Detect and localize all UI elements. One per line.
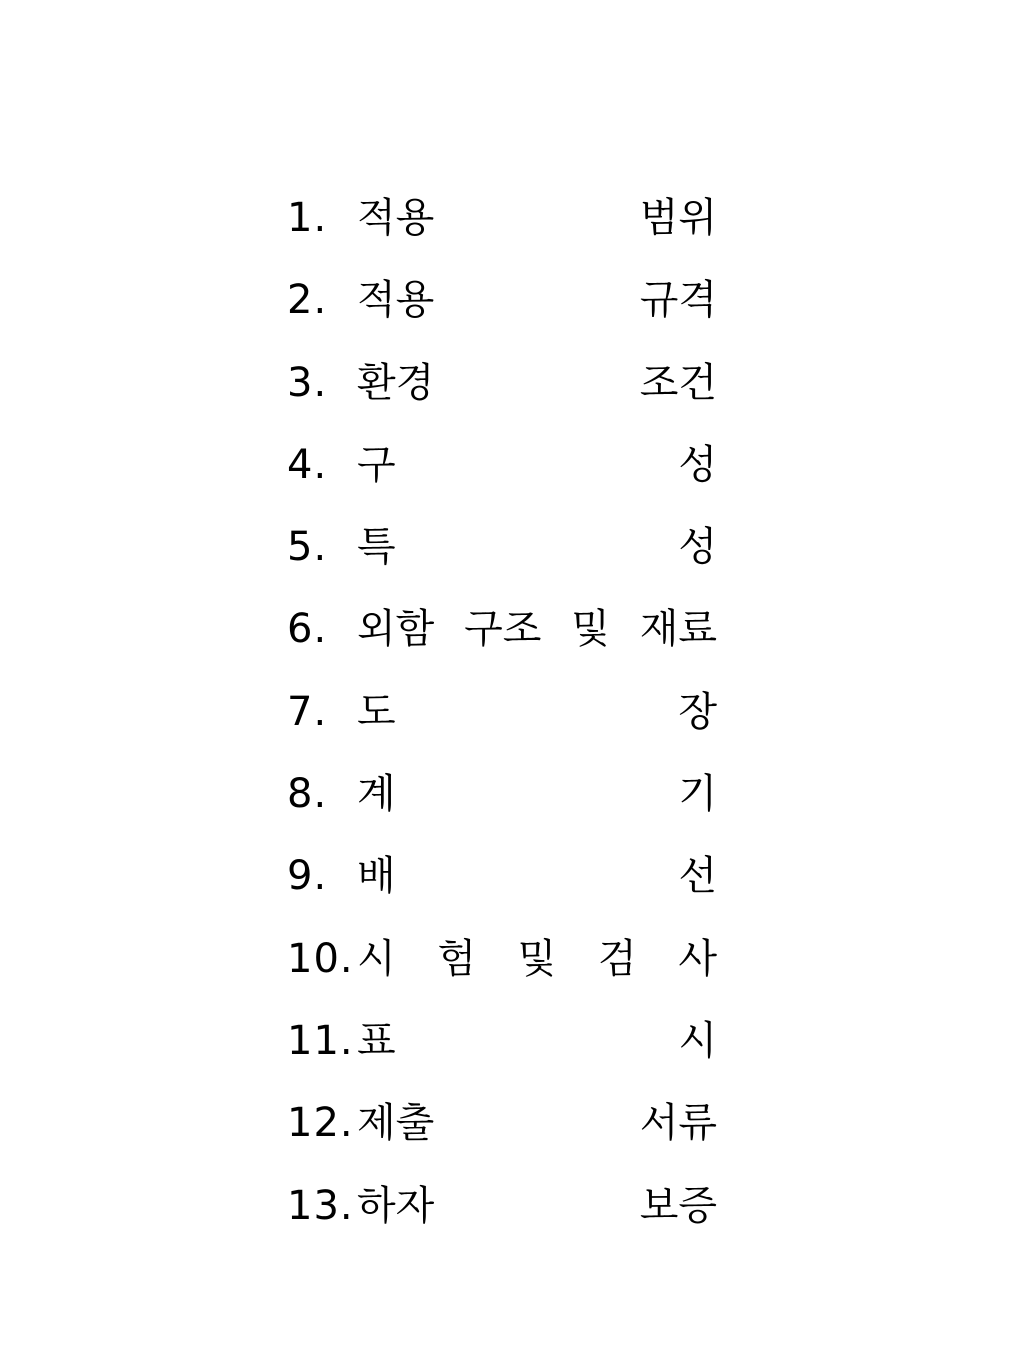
toc-item bbox=[287, 844, 717, 926]
toc-item-title-word: 및 bbox=[517, 935, 557, 982]
toc-item-number: 3. bbox=[287, 359, 328, 406]
toc-item-title bbox=[357, 1174, 717, 1238]
toc-item-title-word: 재료 bbox=[639, 606, 717, 653]
toc-item-title-word: 성 bbox=[678, 441, 717, 488]
toc-item-title-word: 및 bbox=[571, 606, 610, 653]
toc-item-title-word: 검 bbox=[597, 935, 637, 982]
toc-item-title-word: 보증 bbox=[639, 1182, 717, 1229]
toc-item bbox=[287, 680, 717, 762]
toc-item-title-word: 성 bbox=[678, 524, 717, 571]
toc-item-title bbox=[357, 186, 717, 250]
toc-item-title-word: 기 bbox=[678, 771, 717, 818]
toc-item-title-word: 시 bbox=[678, 1017, 717, 1064]
toc-item-title-word: 범위 bbox=[639, 195, 717, 241]
toc-item-title bbox=[357, 762, 717, 826]
toc-item bbox=[287, 927, 717, 1009]
toc-item-title-word: 하자 bbox=[357, 1182, 435, 1229]
toc-item-title bbox=[357, 1091, 717, 1155]
toc-item bbox=[287, 351, 717, 433]
toc-item bbox=[287, 433, 717, 515]
toc-item-title-word: 구 bbox=[357, 441, 396, 488]
toc-item-title-word: 계 bbox=[357, 771, 396, 818]
toc-item-title bbox=[357, 1009, 717, 1073]
toc-item-title bbox=[357, 927, 717, 991]
toc-item-number: 6. bbox=[287, 606, 328, 653]
toc-item-number: 13. bbox=[287, 1182, 354, 1229]
toc-item-title-word: 적용 bbox=[357, 277, 435, 324]
toc-item-title-word: 시 bbox=[357, 935, 396, 982]
toc-item-title-word: 특 bbox=[357, 524, 396, 571]
toc-item bbox=[287, 762, 717, 844]
toc-item-title bbox=[357, 597, 717, 661]
toc-item-title bbox=[357, 680, 717, 744]
toc-item bbox=[287, 1174, 717, 1256]
toc-item-number: 2. bbox=[287, 277, 328, 324]
toc-item-title-word: 서류 bbox=[639, 1100, 717, 1147]
toc-item-number: 9. bbox=[287, 853, 328, 900]
toc-item-number: 7. bbox=[287, 688, 328, 735]
toc-item-title-word: 선 bbox=[678, 853, 717, 900]
toc-item-title-word: 외함 bbox=[357, 606, 435, 653]
toc-item-title-word: 제출 bbox=[357, 1100, 435, 1147]
toc-item-title bbox=[357, 515, 717, 579]
toc-item bbox=[287, 597, 717, 679]
toc-item-title bbox=[357, 433, 717, 497]
toc-item bbox=[287, 1091, 717, 1173]
toc-item bbox=[287, 268, 717, 350]
toc-item-title-word: 장 bbox=[678, 688, 717, 735]
toc-item-title bbox=[357, 351, 717, 415]
toc-item-title-word: 도 bbox=[357, 688, 396, 735]
toc-item-number: 1. bbox=[287, 195, 328, 241]
toc-item-title bbox=[357, 268, 717, 332]
toc-item-number: 10. bbox=[287, 935, 354, 982]
toc-item-title-word: 사 bbox=[678, 935, 717, 982]
toc-item-title-word: 조건 bbox=[639, 359, 717, 406]
toc-item-title-word: 배 bbox=[357, 853, 396, 900]
toc-item bbox=[287, 186, 717, 268]
table-of-contents bbox=[287, 186, 717, 1256]
toc-item-number: 11. bbox=[287, 1017, 354, 1064]
toc-item bbox=[287, 515, 717, 597]
toc-item-title-word: 환경 bbox=[357, 359, 435, 406]
toc-item-number: 8. bbox=[287, 771, 328, 818]
toc-item bbox=[287, 1009, 717, 1091]
toc-item-number: 5. bbox=[287, 524, 328, 571]
toc-item-title-word: 험 bbox=[437, 935, 476, 982]
toc-item-number: 4. bbox=[287, 441, 328, 488]
toc-item-title bbox=[357, 844, 717, 908]
toc-item-title-word: 적용 bbox=[357, 195, 435, 241]
toc-item-title-word: 규격 bbox=[639, 277, 717, 324]
toc-item-title-word: 구조 bbox=[464, 606, 542, 653]
toc-item-title-word: 표 bbox=[357, 1017, 396, 1064]
toc-item-number: 12. bbox=[287, 1100, 354, 1147]
